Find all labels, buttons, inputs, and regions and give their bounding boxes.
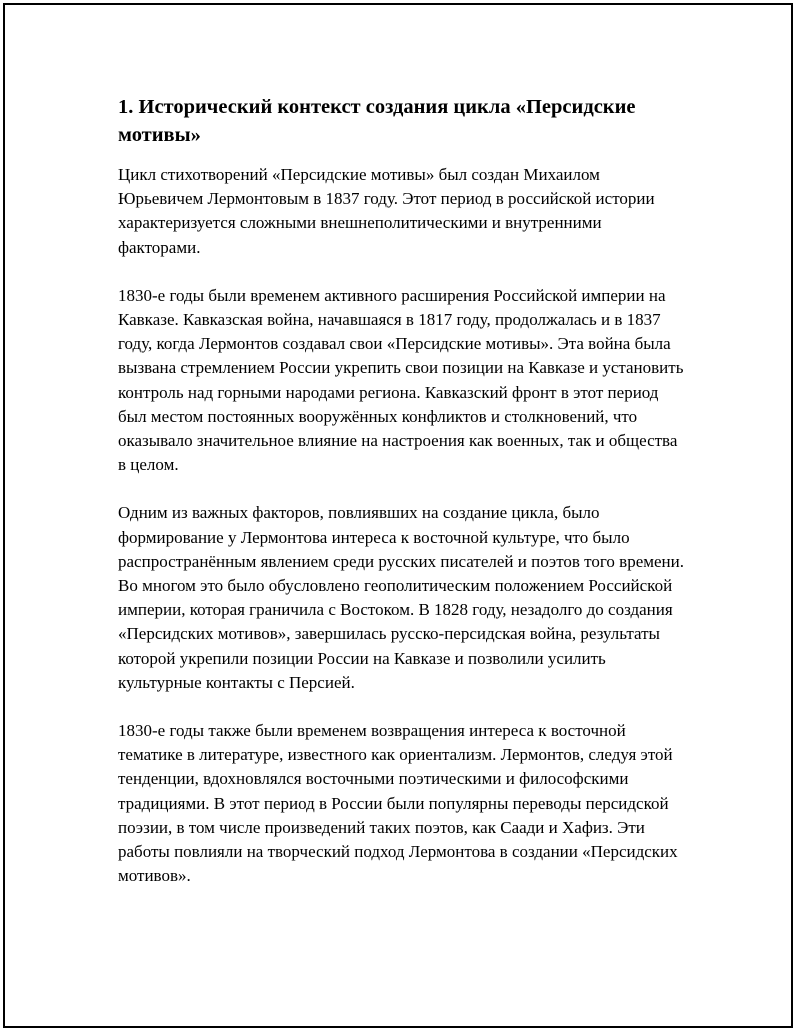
document-body bbox=[118, 93, 688, 912]
paragraph-caucasian-war: 1830-е годы были временем активного расширения Российской империи на Кавказе. Кавказская война, начавшаяся в 1817 году, продолжалась и в 1837 году, когда Лермонтов создавал свои «Персидские мотивы». Эта война была вызвана стремлением России укрепить свои позиции на Кавказе и установить контроль над горными народами региона. Кавказский фронт в этот период был местом постоянных вооружённых конфликтов и столкновений, что оказывало значительное влияние на настроения как военных, так и общества в целом. bbox=[118, 285, 684, 475]
section-heading: 1. Исторический контекст создания цикла «Персидские мотивы» bbox=[118, 96, 636, 146]
paragraph-intro: Цикл стихотворений «Персидские мотивы» был создан Михаилом Юрьевичем Лермонтовым в 1837 году. Этот период в российской истории характеризуется сложными внешнеполитическими и внутренними факторами. bbox=[118, 165, 655, 257]
paragraph-eastern-interest: Одним из важных факторов, повлиявших на создание цикла, было формирование у Лермонтова интереса к восточной культуре, что было распространённым явлением среди русских писателей и поэтов того времени. Во многом это было обусловлено геополитическим положением Российской империи, которая граничила с Востоком. В 1828 году, незадолго до создания «Персидских мотивов», завершилась русско-персидская война, результаты которой укрепили позиции России на Кавказе и позволили усилить культурные контакты с Персией. bbox=[118, 503, 685, 692]
paragraph-orientalism: 1830-е годы также были временем возвращения интереса к восточной тематике в литературе, известного как ориентализм. Лермонтов, следуя этой тенденции, вдохновлялся восточными поэтическими и философскими традициями. В этот период в России были популярны переводы персидской поэзии, в том числе произведений таких поэтов, как Саади и Хафиз. Эти работы повлияли на творческий подход Лермонтова в создании «Персидских мотивов». bbox=[118, 721, 678, 886]
